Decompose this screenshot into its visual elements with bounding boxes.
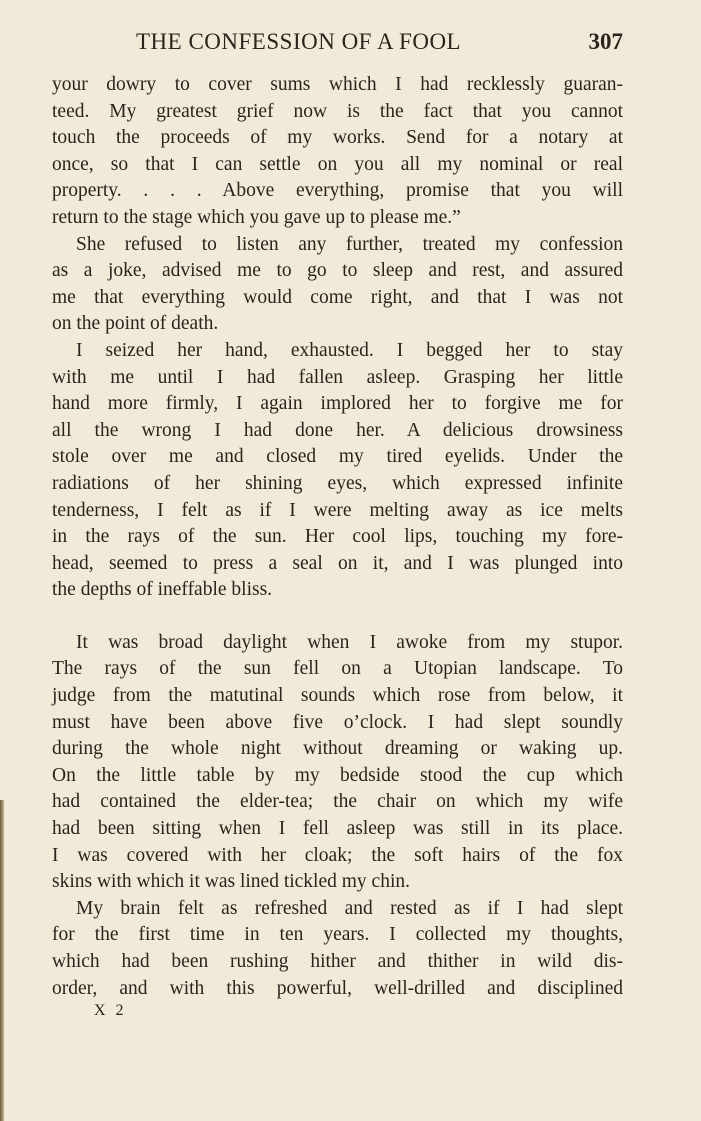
text-line: had contained the elder-tea; the chair on which my wife bbox=[52, 791, 623, 813]
text-line: with me until I had fallen asleep. Grasping her little bbox=[52, 366, 623, 388]
text-line: I seized her hand, exhausted. I begged her to stay bbox=[76, 339, 623, 361]
paragraph-5 bbox=[52, 896, 623, 1002]
text-line: in the rays of the sun. Her cool lips, touching my fore- bbox=[52, 526, 623, 548]
text-line: once, so that I can settle on you all my nominal or real bbox=[52, 153, 623, 175]
paragraph-gap bbox=[52, 604, 623, 630]
text-line: tenderness, I felt as if I were melting away as ice melts bbox=[52, 499, 623, 521]
page-number: 307 bbox=[588, 29, 623, 54]
text-line: the depths of ineffable bliss. bbox=[52, 579, 273, 601]
text-line: must have been above five o’clock. I had slept soundly bbox=[52, 711, 623, 733]
text-line: My brain felt as refreshed and rested as if I had slept bbox=[76, 897, 623, 919]
text-line: return to the stage which you gave up to please me.” bbox=[52, 206, 461, 228]
text-line: judge from the matutinal sounds which rose from below, it bbox=[52, 685, 623, 707]
text-line: I was covered with her cloak; the soft hairs of the fox bbox=[52, 844, 623, 866]
text-line: property. . . . Above everything, promise that you will bbox=[52, 180, 623, 202]
paragraph-1 bbox=[52, 72, 623, 232]
text-line: On the little table by my bedside stood the cup which bbox=[52, 764, 623, 786]
paragraph-4 bbox=[52, 630, 623, 896]
text-line: which had been rushing hither and thither in wild dis- bbox=[52, 951, 623, 972]
text-line: stole over me and closed my tired eyelids. Under the bbox=[52, 446, 623, 468]
signature-mark: X 2 bbox=[94, 1002, 127, 1019]
text-line: during the whole night without dreaming or waking up. bbox=[52, 738, 623, 760]
text-line: me that everything would come right, and that I was not bbox=[52, 286, 623, 308]
text-line: The rays of the sun fell on a Utopian landscape. To bbox=[52, 658, 623, 680]
text-line: touch the proceeds of my works. Send for a notary at bbox=[52, 127, 623, 149]
running-head bbox=[52, 28, 623, 56]
text-line: as a joke, advised me to go to sleep and rest, and assured bbox=[52, 260, 623, 282]
text-line: She refused to listen any further, treated my confession bbox=[76, 233, 623, 255]
body-text bbox=[52, 72, 623, 1002]
text-line: head, seemed to press a seal on it, and I was plunged into bbox=[52, 552, 623, 574]
paragraph-3 bbox=[52, 338, 623, 604]
text-line: all the wrong I had done her. A delicious drowsiness bbox=[52, 419, 623, 441]
text-line: order, and with this powerful, well-drilled and disciplined bbox=[52, 977, 623, 999]
text-line: your dowry to cover sums which I had recklessly guaran- bbox=[52, 74, 623, 95]
text-line: teed. My greatest grief now is the fact that you cannot bbox=[52, 100, 623, 122]
text-line: had been sitting when I fell asleep was still in its place. bbox=[52, 818, 623, 840]
text-line: skins with which it was lined tickled my chin. bbox=[52, 871, 410, 893]
running-title: THE CONFESSION OF A FOOL bbox=[136, 29, 462, 54]
text-line: radiations of her shining eyes, which expressed infinite bbox=[52, 472, 623, 494]
paragraph-2 bbox=[52, 232, 623, 338]
text-line: for the first time in ten years. I collected my thoughts, bbox=[52, 924, 623, 946]
text-line: It was broad daylight when I awoke from my stupor. bbox=[76, 631, 623, 653]
page-binding-edge bbox=[0, 800, 4, 1121]
text-line: hand more firmly, I again implored her to forgive me for bbox=[52, 393, 623, 415]
text-line: on the point of death. bbox=[52, 313, 219, 335]
